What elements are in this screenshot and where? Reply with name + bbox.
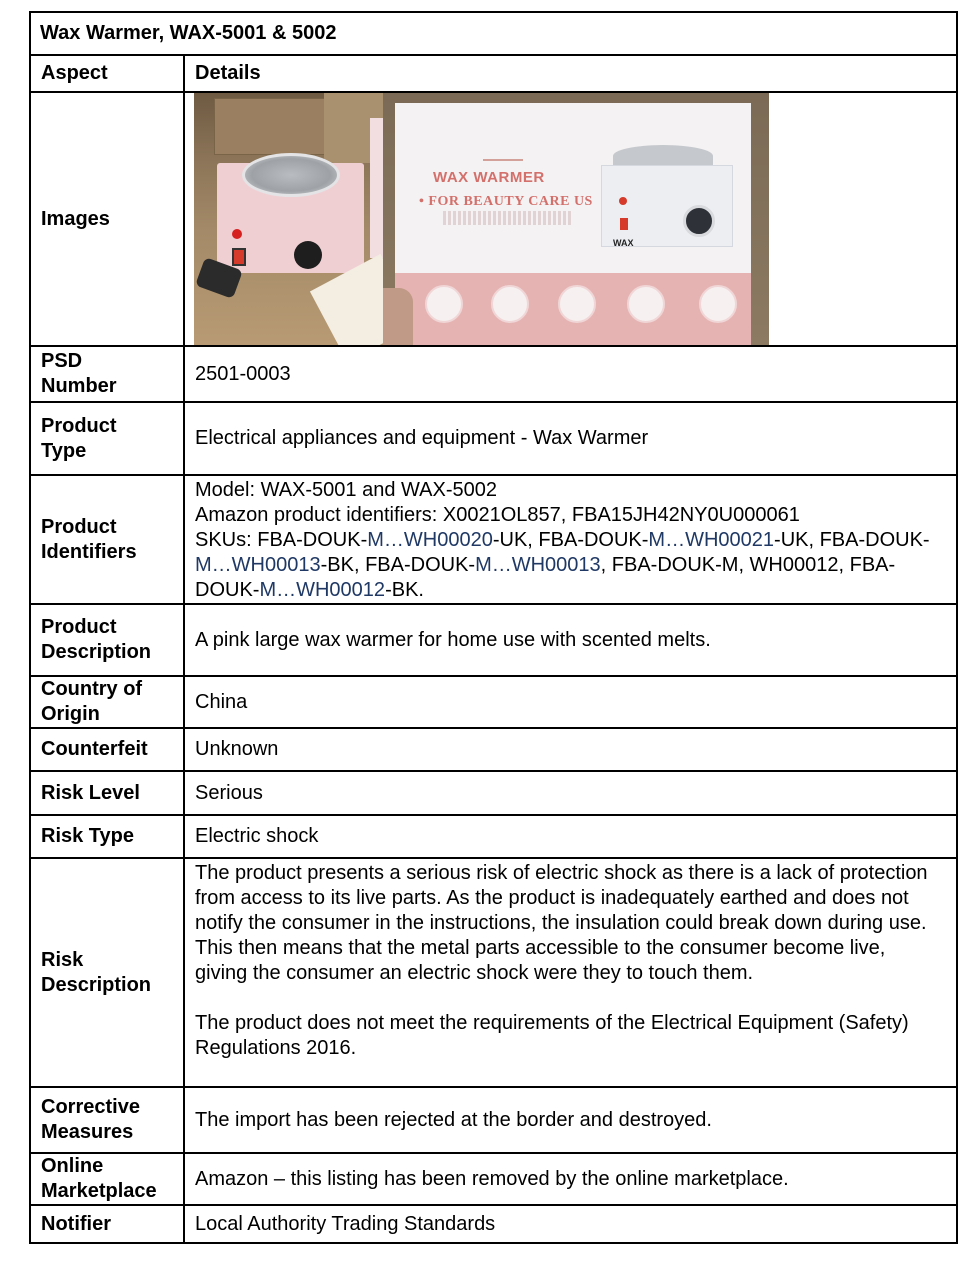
value-counterfeit: Unknown (184, 728, 957, 771)
row-images (30, 92, 957, 346)
product-safety-table (29, 11, 958, 1244)
box-subtitle: • FOR BEAUTY CARE US (419, 194, 593, 209)
label-line: Online (41, 1155, 104, 1177)
label-line: Measures (41, 1121, 134, 1143)
label-product-identifiers (30, 475, 184, 604)
wax-warmer-bowl (242, 153, 340, 197)
label-line: Origin (41, 703, 100, 725)
header-details: Details (184, 55, 957, 92)
value-risk-description (184, 858, 957, 1087)
crown-ornament-icon (483, 149, 523, 161)
sku-highlight-segment: M…WH00012 (259, 579, 386, 601)
label-product-type (30, 402, 184, 475)
row-product-description (30, 604, 957, 676)
feature-circle-icon (425, 285, 463, 323)
feature-circle-icon (699, 285, 737, 323)
label-line: Product (41, 414, 117, 437)
feature-circle-icon (627, 285, 665, 323)
title-row (30, 12, 957, 55)
appliance-label: WAX (613, 238, 634, 248)
power-switch-icon (232, 248, 246, 266)
images-cell (184, 92, 957, 346)
product-box-edge (370, 118, 383, 258)
row-psd-number (30, 346, 957, 402)
sku-text-segment: -UK, FBA-DOUK- (492, 529, 649, 551)
header-row (30, 55, 957, 92)
power-switch-icon (620, 218, 628, 230)
feature-circle-icon (491, 285, 529, 323)
sku-highlight-segment: M…WH00013 (195, 554, 321, 576)
temperature-knob-icon (683, 205, 715, 237)
indicator-light-icon (232, 229, 242, 239)
value-notifier: Local Authority Trading Standards (184, 1205, 957, 1243)
sku-text-segment: -BK. (385, 579, 424, 601)
appliance-lid (613, 145, 713, 167)
label-risk-level: Risk Level (30, 771, 184, 815)
value-product-description: A pink large wax warmer for home use with scented melts. (184, 604, 957, 676)
value-psd-number: 2501-0003 (184, 346, 957, 402)
row-product-identifiers (30, 475, 957, 604)
header-aspect: Aspect (30, 55, 184, 92)
pink-wax-warmer-photo (194, 93, 383, 345)
value-corrective-measures: The import has been rejected at the border and destroyed. (184, 1087, 957, 1153)
photo-strip (194, 93, 956, 345)
document-title: Wax Warmer, WAX-5001 & 5002 (30, 12, 957, 55)
cardboard-box (214, 98, 336, 155)
model-line: Model: WAX-5001 and WAX-5002 (195, 479, 498, 501)
label-line: Risk (41, 948, 84, 971)
hand (383, 288, 413, 345)
sku-highlight-segment: M…WH00020 (367, 529, 493, 551)
sku-text-segment: -UK, FBA-DOUK- (774, 529, 930, 551)
label-images: Images (30, 92, 184, 346)
row-counterfeit (30, 728, 957, 771)
label-line: Identifiers (41, 540, 137, 563)
risk-description-paragraph: The product presents a serious risk of electric shock as there is a lack of protection from access to its live parts. As the product is inadequately earthed and does not notify the consumer in the instructions, the insulation could break down during use. This then means that the metal parts accessible to the consumer become live, giving the consumer an electric shock were they to touch them. (195, 862, 928, 984)
label-notifier: Notifier (30, 1205, 184, 1243)
label-line: Number (41, 375, 117, 397)
risk-description-paragraph: The product does not meet the requirements of the Electrical Equipment (Safety) Regulations 2016. (195, 1012, 909, 1059)
box-small-print (443, 211, 573, 225)
row-risk-level (30, 771, 957, 815)
row-country-of-origin (30, 676, 957, 728)
sku-text-segment: SKUs: FBA-DOUK- (195, 529, 368, 551)
label-online-marketplace (30, 1153, 184, 1205)
label-line: Marketplace (41, 1180, 157, 1202)
sku-text-segment: , FBA-DOUK-M, WH00012, FBA-DOUK- (195, 554, 896, 601)
label-risk-type: Risk Type (30, 815, 184, 858)
label-psd-number (30, 346, 184, 402)
label-line: Product (41, 515, 117, 538)
row-online-marketplace (30, 1153, 957, 1205)
value-product-identifiers (184, 475, 957, 604)
value-country-of-origin: China (184, 676, 957, 728)
label-line: PSD (41, 350, 83, 372)
label-counterfeit: Counterfeit (30, 728, 184, 771)
sku-highlight-segment: M…WH00021 (648, 529, 775, 551)
value-online-marketplace: Amazon – this listing has been removed by the online marketplace. (184, 1153, 957, 1205)
label-line: Country of (41, 678, 143, 700)
skus-line (195, 528, 946, 603)
label-line: Description (41, 641, 152, 663)
row-product-type (30, 402, 957, 475)
label-line: Description (41, 973, 152, 996)
value-risk-level: Serious (184, 771, 957, 815)
label-line: Type (41, 439, 87, 462)
label-corrective-measures (30, 1087, 184, 1153)
label-country-of-origin (30, 676, 184, 728)
label-product-description (30, 604, 184, 676)
row-corrective-measures (30, 1087, 957, 1153)
label-line: Product (41, 616, 117, 638)
paragraph-spacer (195, 986, 942, 1011)
label-risk-description (30, 858, 184, 1087)
sku-text-segment: -BK, FBA-DOUK- (320, 554, 476, 576)
row-notifier (30, 1205, 957, 1243)
value-risk-type: Electric shock (184, 815, 957, 858)
row-risk-description (30, 858, 957, 1087)
box-title: WAX WARMER (433, 169, 545, 186)
temperature-knob-icon (294, 241, 322, 269)
amazon-identifiers-line: Amazon product identifiers: X0021OL857, FBA15JH42NY0U000061 (195, 504, 800, 526)
row-risk-type (30, 815, 957, 858)
label-line: Corrective (41, 1096, 140, 1118)
feature-circle-icon (558, 285, 596, 323)
indicator-light-icon (619, 197, 627, 205)
sku-highlight-segment: M…WH00013 (475, 554, 601, 576)
value-product-type: Electrical appliances and equipment - Wax Warmer (184, 402, 957, 475)
wax-warmer-box-photo (383, 93, 769, 345)
